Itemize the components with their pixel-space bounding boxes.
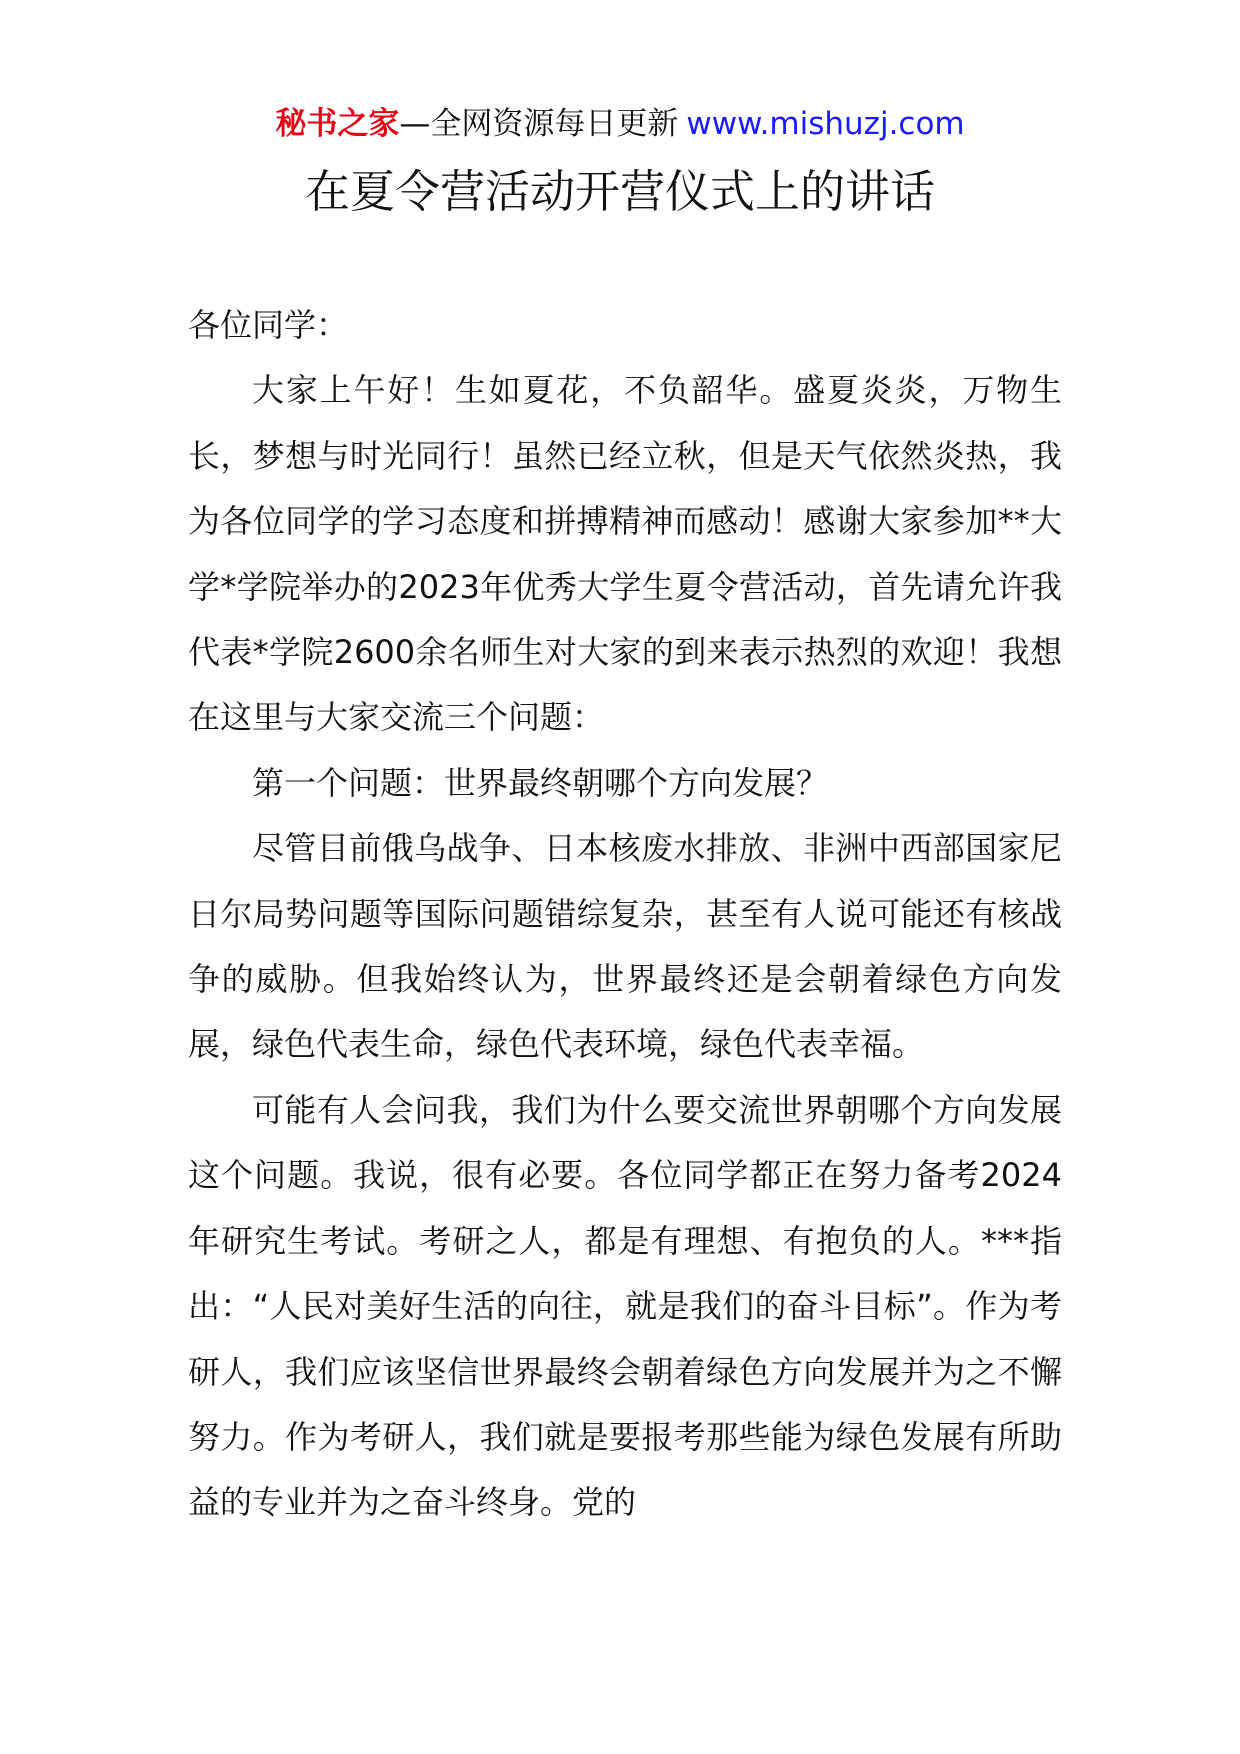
salutation: 各位同学：	[188, 306, 349, 344]
document-body	[188, 293, 1062, 1536]
site-url-link[interactable]: www.mishuzj.com	[686, 106, 965, 142]
paragraph-1: 大家上午好！生如夏花，不负韶华。盛夏炎炎，万物生长，梦想与时光同行！虽然已经立秋，但是天气依然炎热，我为各位同学的学习态度和拼搏精神而感动！感谢大家参加**大学*学院举办的2023年优秀大学生夏令营活动，首先请允许我代表*学院2600余名师生对大家的到来表示热烈的欢迎！我想在这里与大家交流三个问题：	[188, 371, 1062, 737]
site-header	[0, 102, 1240, 146]
site-brand: 秘书之家	[275, 106, 400, 142]
paragraph-2: 尽管目前俄乌战争、日本核废水排放、非洲中西部国家尼日尔局势问题等国际问题错综复杂，甚至有人说可能还有核战争的威胁。但我始终认为，世界最终还是会朝着绿色方向发展，绿色代表生命，绿色代表环境，绿色代表幸福。	[188, 829, 1062, 1064]
document-title: 在夏令营活动开营仪式上的讲话	[304, 165, 935, 218]
paragraph-3: 可能有人会问我，我们为什么要交流世界朝哪个方向发展这个问题。我说，很有必要。各位同学都正在努力备考2024年研究生考试。考研之人，都是有理想、有抱负的人。***指出：“人民对美好生活的向往，就是我们的奋斗目标”。作为考研人，我们应该坚信世界最终会朝着绿色方向发展并为之不懈努力。作为考研人，我们就是要报考那些能为绿色发展有所助益的专业并为之奋斗终身。党的	[188, 1090, 1062, 1522]
section-heading-1: 第一个问题：世界最终朝哪个方向发展？	[252, 763, 829, 802]
site-slogan: —全网资源每日更新	[399, 106, 679, 142]
